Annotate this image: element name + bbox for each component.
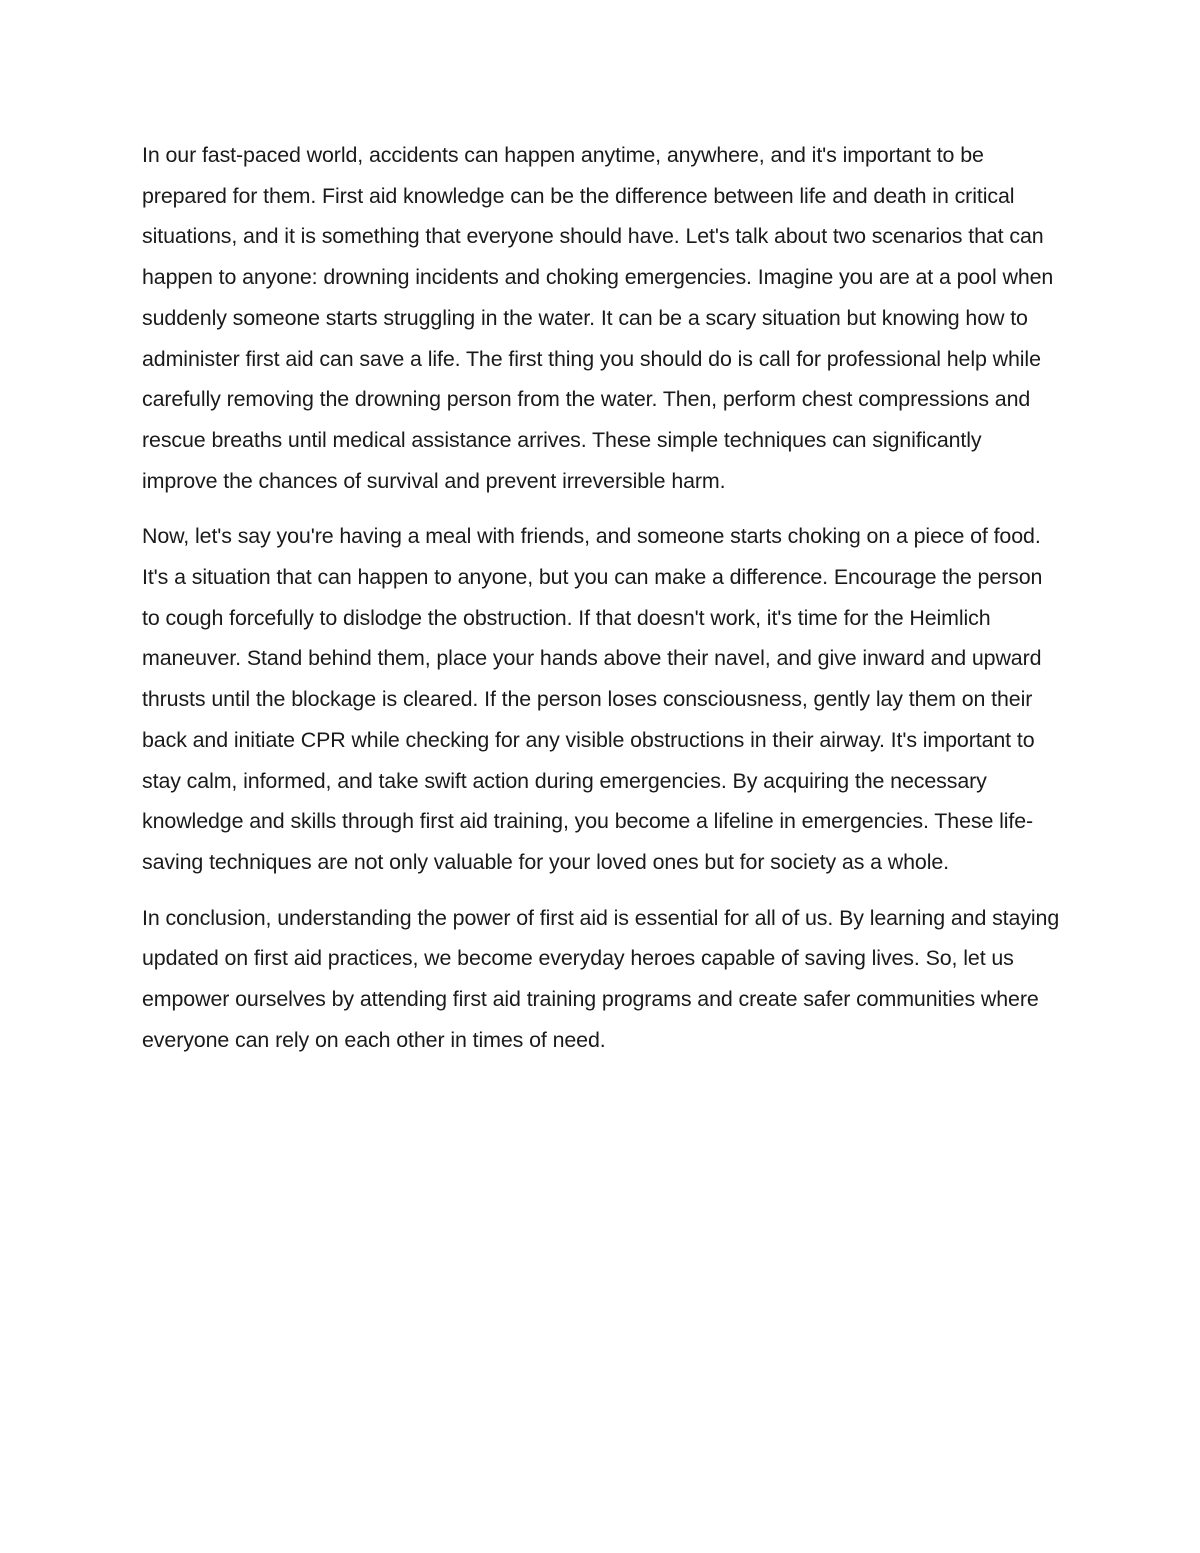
document-body bbox=[142, 135, 1062, 1075]
paragraph-intro: In our fast-paced world, accidents can happen anytime, anywhere, and it's important to be prepared for them. First aid knowledge can be the difference between life and death in critical situations, and it is something that everyone should have. Let's talk about two scenarios that can happen to anyone: drowning incidents and choking emergencies. Imagine you are at a pool when suddenly someone starts struggling in the water. It can be a scary situation but knowing how to administer first aid can save a life. The first thing you should do is call for professional help while carefully removing the drowning person from the water. Then, perform chest compressions and rescue breaths until medical assistance arrives. These simple techniques can significantly improve the chances of survival and prevent irreversible harm. bbox=[142, 143, 1054, 493]
paragraph-choking: Now, let's say you're having a meal with friends, and someone starts choking on a piece of food. It's a situation that can happen to anyone, but you can make a difference. Encourage the person to cough forcefully to dislodge the obstruction. If that doesn't work, it's time for the Heimlich maneuver. Stand behind them, place your hands above their navel, and give inward and upward thrusts until the blockage is cleared. If the person loses consciousness, gently lay them on their back and initiate CPR while checking for any visible obstructions in their airway. It's important to stay calm, informed, and take swift action during emergencies. By acquiring the necessary knowledge and skills through first aid training, you become a lifeline in emergencies. These life-saving techniques are not only valuable for your loved ones but for society as a whole. bbox=[142, 524, 1043, 874]
paragraph-conclusion: In conclusion, understanding the power of first aid is essential for all of us. By learning and staying updated on first aid practices, we become everyday heroes capable of saving lives. So, let us empower ourselves by attending first aid training programs and create safer communities where everyone can rely on each other in times of need. bbox=[142, 905, 1060, 1052]
